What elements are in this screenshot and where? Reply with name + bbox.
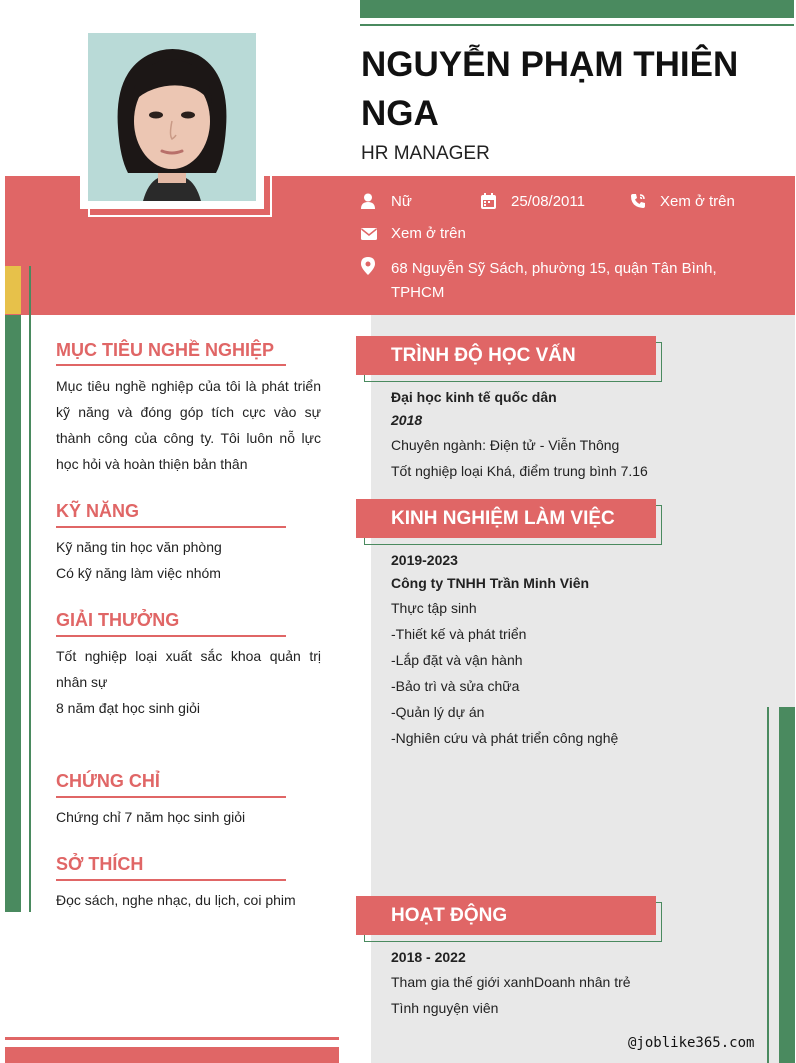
job-title: HR MANAGER: [361, 143, 490, 164]
email-value: Xem ở trên: [391, 225, 466, 242]
envelope-icon: [361, 227, 377, 243]
objective-text: Mục tiêu nghề nghiệp của tôi là phát triển kỹ năng và đóng góp tích cực vào sự thành công của công ty. Tôi luôn nỗ lực học hỏi và hoàn thiện bản thân: [56, 378, 321, 472]
education-result: Tốt nghiệp loại Khá, điểm trung bình 7.16: [391, 463, 648, 479]
hobby-item: Đọc sách, nghe nhạc, du lịch, coi phim: [56, 892, 296, 908]
education-heading: TRÌNH ĐỘ HỌC VẤN: [356, 336, 656, 375]
activities-period: 2018 - 2022: [391, 949, 466, 965]
top-green-bar: [360, 0, 794, 18]
award-item: 8 năm đạt học sinh giỏi: [56, 700, 200, 716]
experience-duty: -Nghiên cứu và phát triển công nghệ: [391, 730, 619, 746]
awards-title: GIẢI THƯỞNG: [56, 610, 180, 630]
left-green-line: [29, 266, 31, 912]
certificate-item: Chứng chỉ 7 năm học sinh giỏi: [56, 809, 246, 825]
phone-value: Xem ở trên: [660, 193, 735, 210]
hobbies-underline: [56, 879, 286, 881]
address-value: 68 Nguyễn Sỹ Sách, phường 15, quận Tân Bình, TPHCM: [391, 260, 717, 301]
watermark: @joblike365.com: [628, 1035, 755, 1051]
bottom-red-bar: [5, 1047, 339, 1063]
objective-underline: [56, 364, 286, 366]
skills-underline: [56, 526, 286, 528]
objective-title: MỤC TIÊU NGHỀ NGHIỆP: [56, 340, 275, 360]
education-school: Đại học kinh tế quốc dân: [391, 389, 557, 405]
award-item: Tốt nghiệp loại xuất sắc khoa quản trị nhân sự: [56, 648, 321, 690]
activity-item: Tham gia thế giới xanhDoanh nhân trẻ: [391, 974, 631, 990]
experience-period: 2019-2023: [391, 552, 458, 568]
certificates-title: CHỨNG CHỈ: [56, 771, 160, 791]
gender-value: Nữ: [391, 193, 412, 210]
education-year: 2018: [391, 412, 423, 428]
awards-underline: [56, 635, 286, 637]
calendar-icon: [481, 193, 497, 209]
education-content: [391, 386, 771, 484]
skill-item: Kỹ năng tin học văn phòng: [56, 539, 222, 555]
map-pin-icon: [361, 257, 377, 273]
birthdate-value: 25/08/2011: [511, 193, 585, 210]
right-green-bar: [779, 707, 795, 1063]
experience-position: Thực tập sinh: [391, 600, 477, 616]
top-green-line: [360, 24, 794, 26]
portrait-illustration: [88, 33, 256, 201]
user-icon: [361, 193, 377, 209]
skills-title: KỸ NĂNG: [56, 501, 140, 521]
certificates-list: [56, 804, 321, 830]
skills-list: [56, 534, 321, 586]
experience-duty: -Quản lý dự án: [391, 704, 485, 720]
education-major: Chuyên ngành: Điện tử - Viễn Thông: [391, 437, 620, 453]
certificates-underline: [56, 796, 286, 798]
left-green-bar: [5, 315, 21, 912]
phone-icon: [630, 193, 646, 209]
hobbies-list: [56, 887, 321, 913]
activity-item: Tình nguyện viên: [391, 1000, 499, 1016]
experience-duty: -Lắp đặt và vận hành: [391, 652, 523, 668]
skill-item: Có kỹ năng làm việc nhóm: [56, 565, 221, 581]
experience-heading: KINH NGHIỆM LÀM VIỆC: [356, 499, 656, 538]
experience-content: [391, 549, 771, 751]
awards-list: [56, 643, 321, 721]
portrait-photo: [88, 33, 256, 201]
left-yellow-accent: [5, 266, 21, 314]
hobbies-title: SỞ THÍCH: [56, 854, 144, 874]
activities-heading: HOẠT ĐỘNG: [356, 896, 656, 935]
activities-content: [391, 946, 771, 1021]
experience-duty: -Thiết kế và phát triển: [391, 626, 527, 642]
candidate-name: NGUYỄN PHẠM THIÊN NGA: [361, 45, 739, 133]
experience-company: Công ty TNHH Trần Minh Viên: [391, 575, 590, 591]
experience-duty: -Bảo trì và sửa chữa: [391, 678, 520, 694]
bottom-red-line: [5, 1037, 339, 1040]
